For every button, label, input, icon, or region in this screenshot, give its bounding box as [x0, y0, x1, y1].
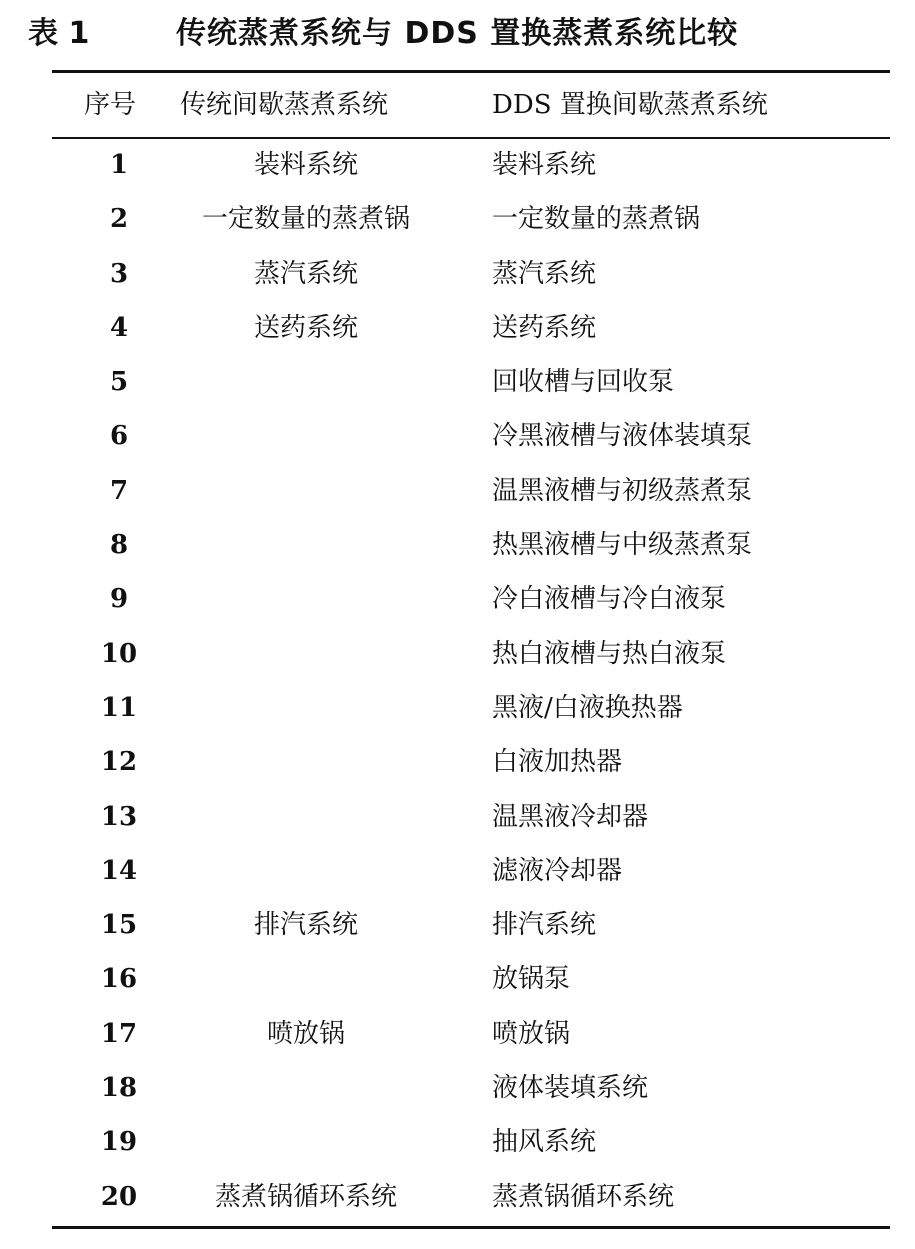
- row-number: 17: [100, 1018, 138, 1049]
- table-row: [0, 301, 915, 355]
- dds-cell: 冷白液槽与冷白液泵: [492, 584, 727, 615]
- table-row: [0, 518, 915, 572]
- dds-cell: 白液加热器: [492, 747, 623, 778]
- dds-cell: 蒸煮锅循环系统: [492, 1181, 675, 1212]
- header-traditional: 传统间歇蒸煮系统: [180, 90, 389, 120]
- dds-cell: 热黑液槽与中级蒸煮泵: [492, 530, 753, 561]
- row-number: 12: [100, 747, 138, 778]
- traditional-cell: 送药系统: [253, 312, 358, 343]
- dds-cell: 排汽系统: [492, 910, 597, 941]
- table-row: [0, 681, 915, 735]
- traditional-cell: 装料系统: [253, 150, 358, 180]
- row-number: 8: [109, 530, 129, 561]
- traditional-cell: 蒸煮锅循环系统: [214, 1181, 397, 1212]
- row-number: 13: [100, 801, 138, 832]
- table-title: 传统蒸煮系统与 DDS 置换蒸煮系统比较: [176, 16, 739, 51]
- row-number: 1: [109, 150, 129, 180]
- table-row: [0, 247, 915, 301]
- dds-cell: 滤液冷却器: [492, 855, 623, 886]
- row-number: 15: [100, 910, 138, 941]
- row-number: 20: [100, 1181, 138, 1212]
- dds-cell: 抽风系统: [492, 1127, 597, 1158]
- table-row: [0, 844, 915, 898]
- table-row: [0, 464, 915, 518]
- row-number: 18: [100, 1073, 138, 1104]
- row-number: 11: [100, 692, 138, 723]
- table-row: [0, 409, 915, 463]
- table-row: [0, 1170, 915, 1224]
- dds-cell: 冷黑液槽与液体装填泵: [492, 421, 753, 452]
- table-row: [0, 1061, 915, 1115]
- row-number: 16: [100, 964, 138, 995]
- table-row: [0, 1115, 915, 1169]
- table-row: [0, 138, 915, 192]
- row-number: 19: [100, 1127, 138, 1158]
- table-row: [0, 790, 915, 844]
- row-number: 4: [109, 312, 129, 343]
- header-dds: DDS 置换间歇蒸煮系统: [492, 90, 768, 120]
- table-header: [0, 80, 915, 130]
- row-number: 2: [109, 204, 129, 235]
- traditional-cell: 排汽系统: [253, 910, 358, 941]
- table-row: [0, 355, 915, 409]
- row-number: 9: [109, 584, 129, 615]
- row-number: 14: [100, 855, 138, 886]
- table-row: [0, 627, 915, 681]
- dds-cell: 热白液槽与热白液泵: [492, 638, 727, 669]
- row-number: 6: [109, 421, 129, 452]
- dds-cell: 送药系统: [492, 312, 597, 343]
- dds-cell: 放锅泵: [492, 964, 571, 995]
- table-row: [0, 572, 915, 626]
- header-number: 序号: [84, 90, 137, 120]
- row-number: 3: [109, 258, 129, 289]
- traditional-cell: 蒸汽系统: [253, 258, 358, 289]
- traditional-cell: 喷放锅: [266, 1018, 345, 1049]
- top-rule: [52, 70, 890, 73]
- dds-cell: 黑液/白液换热器: [492, 692, 683, 723]
- dds-cell: 温黑液槽与初级蒸煮泵: [492, 475, 753, 506]
- table-number: 表 1: [28, 16, 90, 51]
- dds-cell: 喷放锅: [492, 1018, 571, 1049]
- table-caption: [28, 14, 888, 54]
- table-row: [0, 898, 915, 952]
- row-number: 10: [100, 638, 138, 669]
- table-body: [0, 138, 915, 1224]
- dds-cell: 蒸汽系统: [492, 258, 597, 289]
- dds-cell: 温黑液冷却器: [492, 801, 649, 832]
- traditional-cell: 一定数量的蒸煮锅: [201, 204, 410, 235]
- dds-cell: 液体装填系统: [492, 1073, 649, 1104]
- table-row: [0, 735, 915, 789]
- table-row: [0, 192, 915, 246]
- dds-cell: 一定数量的蒸煮锅: [492, 204, 701, 235]
- dds-cell: 回收槽与回收泵: [492, 367, 675, 398]
- dds-cell: 装料系统: [492, 150, 597, 180]
- row-number: 7: [109, 475, 129, 506]
- table-row: [0, 952, 915, 1006]
- bottom-rule: [52, 1226, 890, 1229]
- table-row: [0, 1007, 915, 1061]
- row-number: 5: [109, 367, 129, 398]
